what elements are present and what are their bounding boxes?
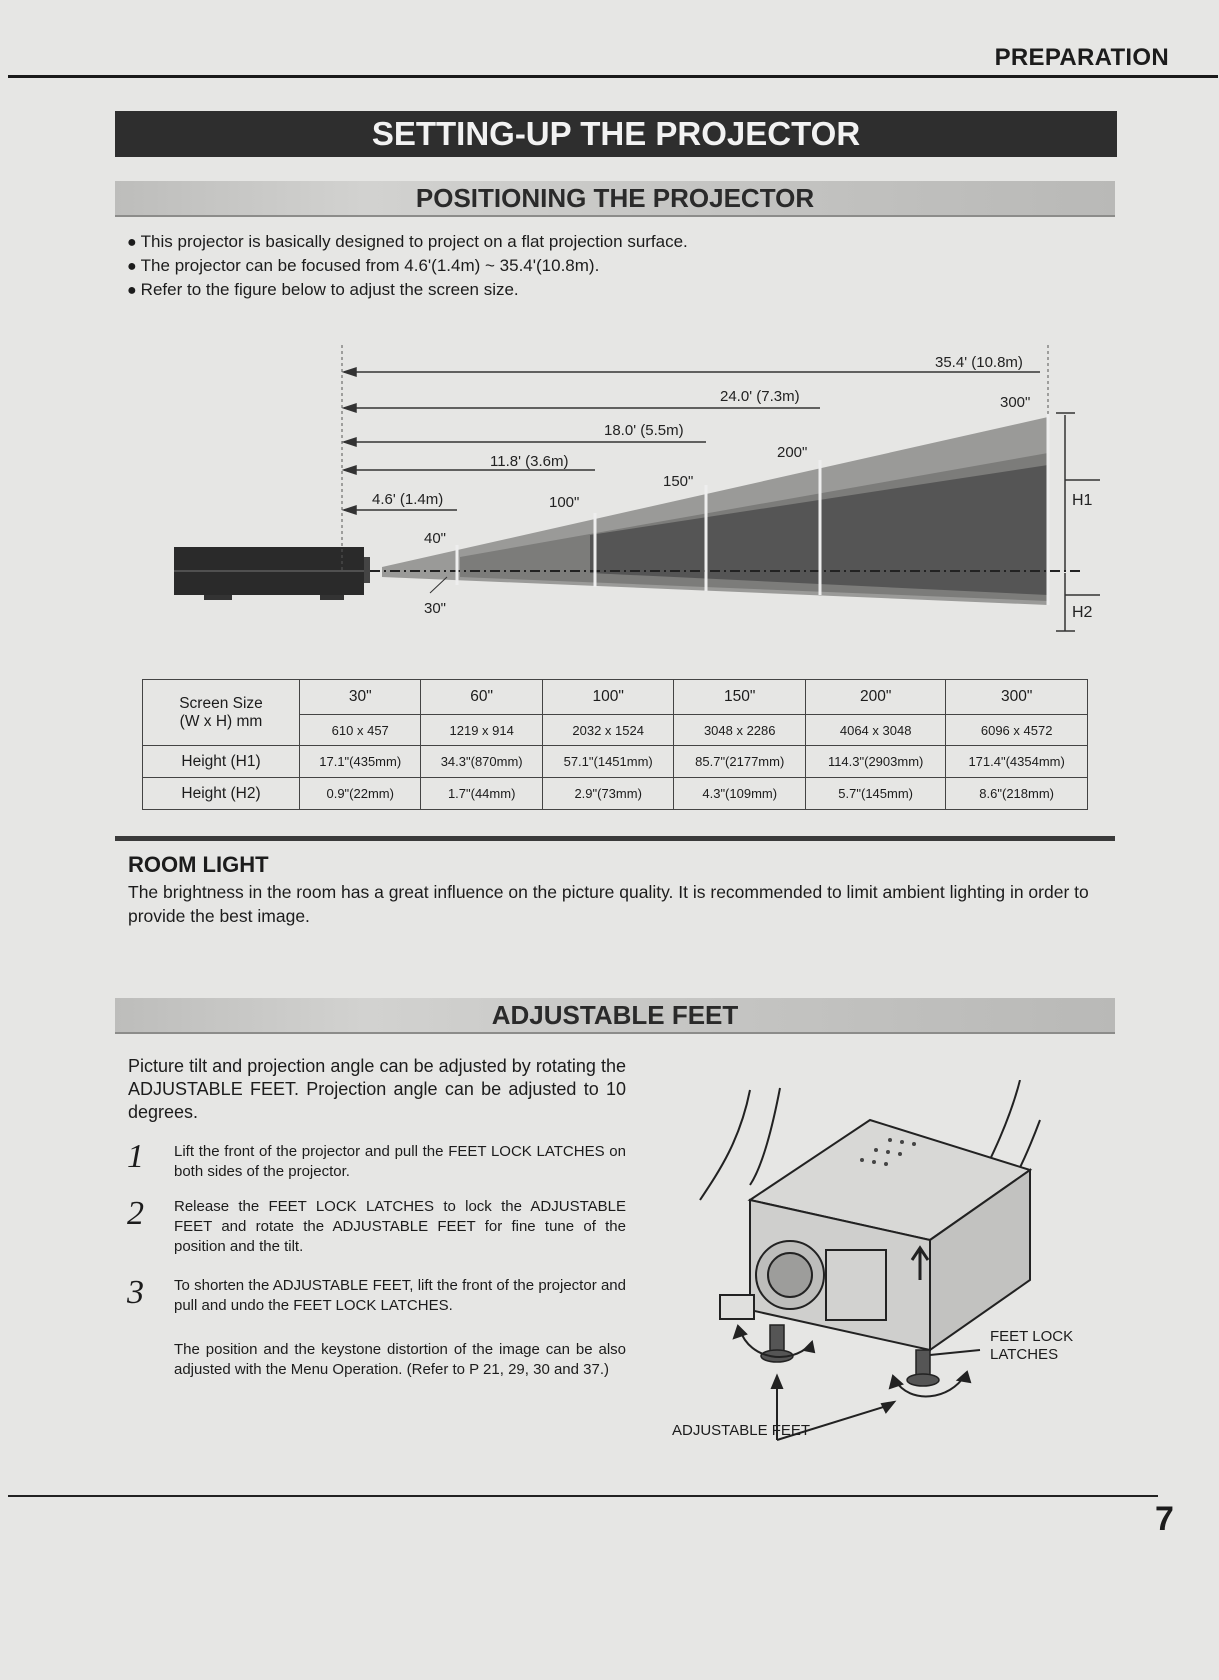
header-rule [8,75,1218,78]
screen-size-label: 150" [663,473,694,490]
feet-intro-text: Picture tilt and projection angle can be adjusted by rotating the ADJUSTABLE FEET. Projection angle can be adjusted to 10 degrees. [128,1056,626,1122]
table-row [143,680,1088,715]
table-cell: 6096 x 4572 [946,715,1088,746]
distance-label: 35.4' (10.8m) [935,354,1023,371]
table-row [143,778,1088,810]
projector-side-icon [174,547,370,600]
room-light-heading: ROOM LIGHT [128,852,269,877]
step-text: To shorten the ADJUSTABLE FEET, lift the front of the projector and pull and undo the FEET LOCK LATCHES. [174,1277,626,1314]
page-number: 7 [1155,1500,1174,1538]
table-cell: 57.1"(1451mm) [542,746,674,778]
table-cell: 30" [300,680,421,715]
screen-size-label: 100" [549,494,580,511]
table-cell: 4064 x 3048 [806,715,946,746]
step-number: 1 [127,1138,144,1175]
adjustable-feet-heading: ADJUSTABLE FEET [115,998,1115,1034]
table-cell: 1.7"(44mm) [421,778,542,810]
screen-size-label: 200" [777,444,808,461]
table-cell: 100" [542,680,674,715]
positioning-bullets [127,230,688,302]
screen-size-label: 40" [424,530,447,547]
table-cell: 17.1"(435mm) [300,746,421,778]
adjustable-feet-illustration [680,1080,1080,1450]
menu-operation-note: The position and the keystone distortion of the image can be also adjusted with the Menu Operation. (Refer to P 21, 29, 30 and 37.) [174,1341,626,1378]
table-cell: 4.3"(109mm) [674,778,806,810]
positioning-heading: POSITIONING THE PROJECTOR [115,181,1115,217]
table-cell: 34.3"(870mm) [421,746,542,778]
table-cell: 300" [946,680,1088,715]
room-light-text: The brightness in the room has a great influence on the picture quality. It is recommended to limit ambient lighting in order to provide the best image. [128,882,1089,926]
step-text: Release the FEET LOCK LATCHES to lock the ADJUSTABLE FEET and rotate the ADJUSTABLE FEET for fine tune of the position and the tilt. [174,1198,626,1255]
table-cell: 171.4"(4354mm) [946,746,1088,778]
table-cell: 200" [806,680,946,715]
h2-label: H2 [1072,604,1093,621]
step-number: 2 [127,1195,144,1232]
distance-label: 4.6' (1.4m) [372,491,444,508]
bullet-item: ● The projector can be focused from 4.6'(1.4m) ~ 35.4'(10.8m). [127,256,600,275]
distance-label: 11.8' (3.6m) [490,453,569,470]
bullet-item: ● This projector is basically designed to project on a flat projection surface. [127,232,688,251]
distance-label: 24.0' (7.3m) [720,388,800,405]
table-cell: 5.7"(145mm) [806,778,946,810]
page-title: SETTING-UP THE PROJECTOR [115,111,1117,157]
table-cell: 2032 x 1524 [542,715,674,746]
table-cell: 0.9"(22mm) [300,778,421,810]
step-text: Lift the front of the projector and pull the FEET LOCK LATCHES on both sides of the projector. [174,1143,626,1180]
table-header: Height (H1) [143,746,300,778]
projection-distance-diagram [160,345,1100,645]
screen-size-label: 30" [424,600,447,617]
adjustable-feet-callout: ADJUSTABLE FEET [672,1422,811,1439]
distance-label: 18.0' (5.5m) [604,422,684,439]
bullet-item: ● Refer to the figure below to adjust the screen size. [127,280,519,299]
table-cell: 2.9"(73mm) [542,778,674,810]
section-divider [115,836,1115,841]
table-row [143,746,1088,778]
screen-size-label: Screen Size (W x H) mm [179,694,263,730]
table-cell: 3048 x 2286 [674,715,806,746]
table-cell: 8.6"(218mm) [946,778,1088,810]
table-cell: 114.3"(2903mm) [806,746,946,778]
screen-size-table [142,679,1088,810]
h1-label: H1 [1072,492,1093,509]
table-cell: 60" [421,680,542,715]
step-number: 3 [127,1274,144,1311]
table-cell: 85.7"(2177mm) [674,746,806,778]
feet-lock-latches-callout: FEET LOCK LATCHES [990,1328,1074,1363]
table-header: Height (H2) [143,778,300,810]
table-cell: 610 x 457 [300,715,421,746]
footer-rule [8,1495,1158,1497]
table-cell: 1219 x 914 [421,715,542,746]
table-cell: 150" [674,680,806,715]
screen-size-label: 300" [1000,394,1031,411]
section-header: PREPARATION [994,44,1169,71]
table-header [143,680,300,746]
